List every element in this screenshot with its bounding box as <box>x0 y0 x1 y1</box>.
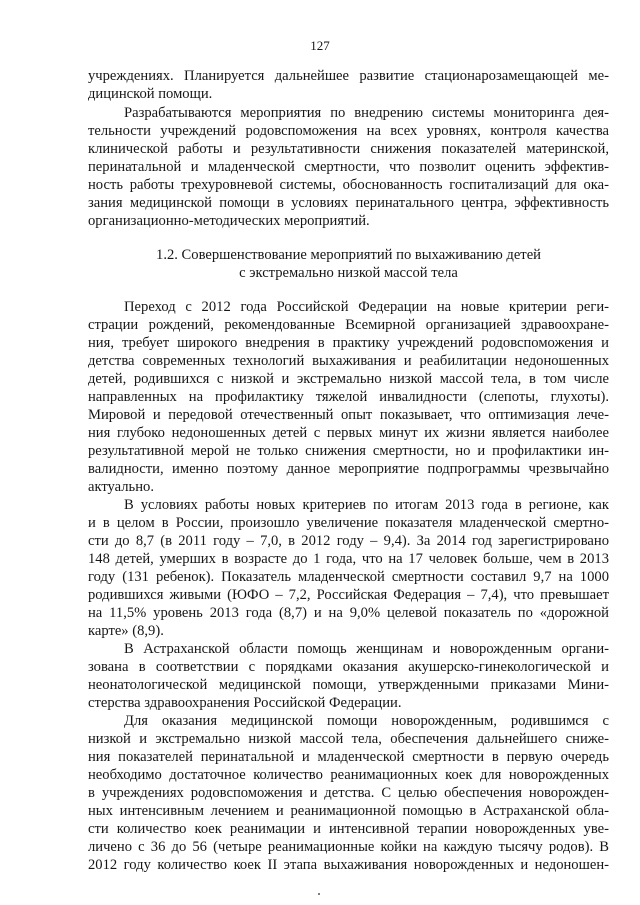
text-line: Переход с 2012 года Российской Федерации на новые критерии реги- <box>124 299 609 315</box>
section-heading: 1.2. Совершенствование мероприятий по выхаживанию детей <box>156 247 541 263</box>
text-line: перинатальной и младенческой смертности, что позволит оценить эффектив- <box>88 159 609 175</box>
text-line: ных интенсивным лечением и реанимационной помощью в Астраханской обла- <box>88 803 609 819</box>
text-line: детства современных технологий выхаживания и реабилитации недоношенных <box>88 353 609 369</box>
text-line: В Астраханской области помощь женщинам и новорожденным органи- <box>124 641 609 657</box>
text-line: направленных на профилактику тяжелой инвалидности (слепоты, глухоты). <box>88 389 609 405</box>
page-number: 127 <box>310 38 330 53</box>
text-line: организационно-методических мероприятий. <box>88 213 370 229</box>
text-line: ния показателей перинатальной и младенческой смертности в первую очередь <box>88 749 609 765</box>
text-line: личено с 36 до 56 (четыре реанимационные койки на каждую тысячу родов). В <box>88 839 609 855</box>
text-line: Для оказания медицинской помощи новорожденным, родившимся с <box>124 713 609 729</box>
text-line: ность работы трехуровневой системы, обоснованность госпитализаций для ока- <box>88 177 609 193</box>
text-line: 2012 году количество коек II этапа выхаживания новорожденных и недоношен- <box>88 857 609 873</box>
text-line: необходимо достаточное количество реанимационных коек для новорожденных <box>88 767 609 783</box>
text-line: учреждениях. Планируется дальнейшее развитие стационарозамещающей ме- <box>88 68 609 84</box>
text-line: на 11,5% уровень 2013 года (8,7) и на 9,0% целевой показатель по «дорожной <box>88 605 609 621</box>
text-line: зована в соответствии с порядками оказания акушерско-гинекологической и <box>88 659 609 675</box>
text-line: 148 детей, умерших в возрасте до 1 года, что на 17 человек больше, чем в 2013 <box>88 551 609 567</box>
text-line: ния, требует широкого внедрения в практику учреждений родовспоможения и <box>88 335 609 351</box>
text-line: страции рождений, рекомендованные Всемирной организацией здравоохране- <box>88 317 609 333</box>
text-line: стерства здравоохранения Российской Федерации. <box>88 695 402 711</box>
text-line: сти до 8,7 (в 2011 году – 7,0, в 2012 году – 9,4). За 2014 год зарегистрировано <box>88 533 609 549</box>
text-line: детей, родившихся с низкой и экстремально низкой массой тела, в том числе <box>88 371 609 387</box>
text-line: родившихся живыми (ЮФО – 7,2, Российская Федерация – 7,4), что превышает <box>88 587 609 603</box>
text-line: результативной мерой не только снижения смертности, но и профилактики ин- <box>88 443 609 459</box>
text-line: Мировой и передовой отечественный опыт показывает, что оптимизация лече- <box>88 407 609 423</box>
scan-speck <box>318 893 320 895</box>
text-line: низкой и экстремально низкой массой тела, обеспечения дальнейшего сниже- <box>88 731 609 747</box>
section-heading: с экстремально низкой массой тела <box>239 265 458 281</box>
text-line: и в целом в России, произошло увеличение показателя младенческой смертно- <box>88 515 609 531</box>
text-line: неонатологической медицинской помощи, утвержденными приказами Мини- <box>88 677 609 693</box>
text-line: карте» (8,9). <box>88 623 164 639</box>
text-line: ния глубоко недоношенных детей с первых минут их жизни является наиболее <box>88 425 609 441</box>
text-line: Разрабатываются мероприятия по внедрению системы мониторинга дея- <box>124 105 609 121</box>
text-line: валидности, именно поэтому данное мероприятие подпрограммы чрезвычайно <box>88 461 609 477</box>
text-line: дицинской помощи. <box>88 86 213 102</box>
text-line: тельности учреждений родовспоможения на всех уровнях, контроля качества <box>88 123 609 139</box>
text-line: сти количество коек реанимации и интенсивной терапии новорожденных уве- <box>88 821 609 837</box>
text-line: в учреждениях родовспоможения и детства. С целью обеспечения новорожден- <box>88 785 609 801</box>
text-line: клинической работы и результативности снижения показателей материнской, <box>88 141 609 157</box>
text-line: актуально. <box>88 479 154 495</box>
text-line: В условиях работы новых критериев по итогам 2013 года в регионе, как <box>124 497 609 513</box>
text-line: зания медицинской помощи в условиях перинатального центра, эффективность <box>88 195 609 211</box>
text-line: году (131 ребенок). Показатель младенческой смертности составил 9,7 на 1000 <box>88 569 609 585</box>
